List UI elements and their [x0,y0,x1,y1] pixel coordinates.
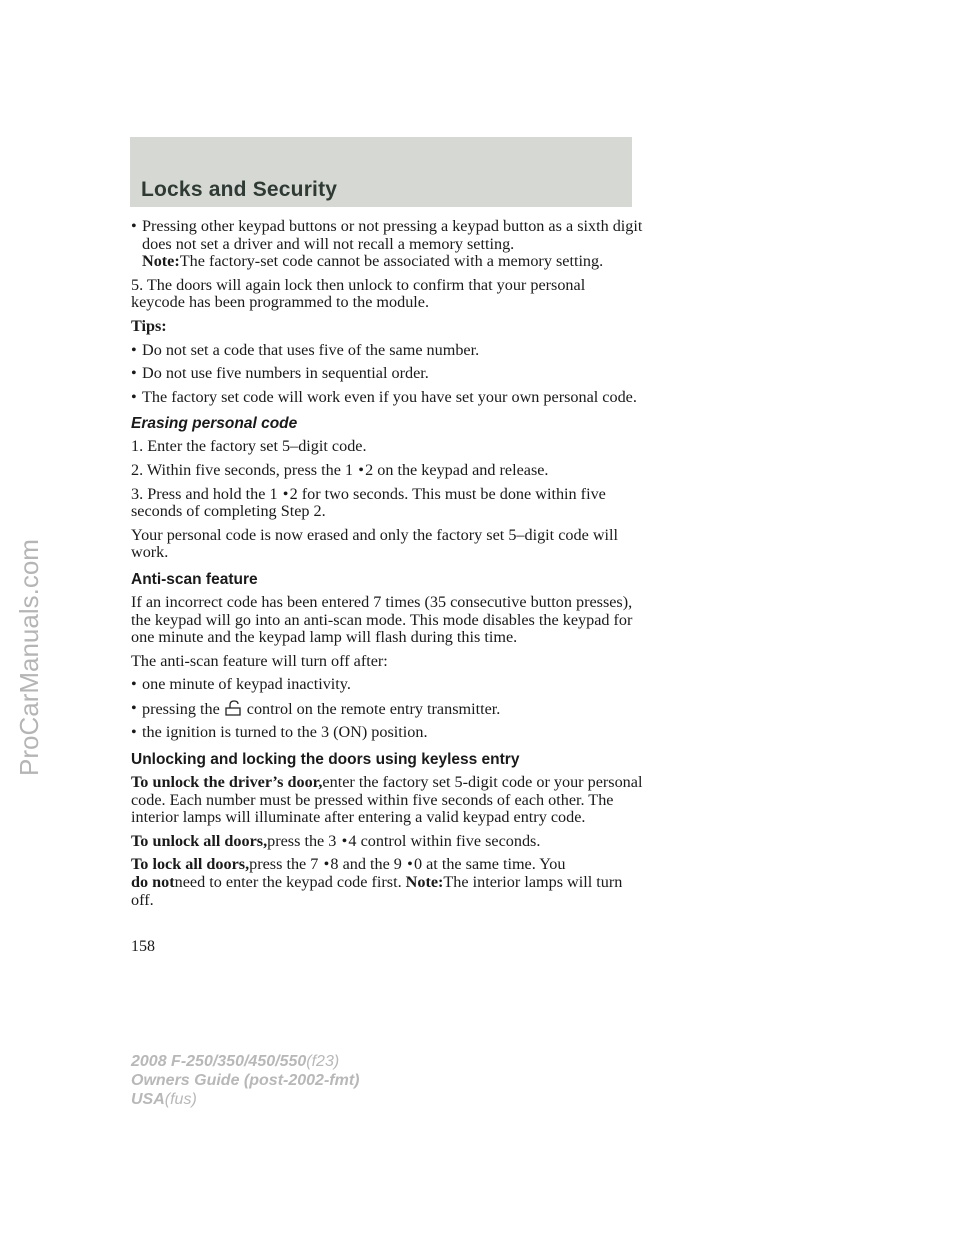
paragraph: 3. Press and hold the 1 •2 for two seconds. This must be done within five seconds of completing Step 2. [131,484,606,521]
tips-label: Tips: [131,316,167,335]
paragraph: To lock all doors,press the 7 •8 and the 9 •0 at the same time. You do notneed to enter the keypad code first. Note:The interior lamps will turn off. [131,855,623,909]
watermark: ProCarManuals.com [14,539,44,776]
paragraph: To unlock the driver’s door,enter the factory set 5-digit code or your personal code. Each number must be pressed within five seconds of each other. The interior lamps will illuminate after entering a valid keypad entry code. [131,773,643,827]
paragraph: 1. Enter the factory set 5–digit code. [131,437,367,456]
body-content [131,218,643,915]
bullet: • [131,217,137,235]
unlock-icon [221,700,245,716]
page-title: Locks and Security [141,178,338,201]
list-item: • Do not use five numbers in sequential order. [131,364,429,383]
paragraph: If an incorrect code has been entered 7 times (35 consecutive button presses), the keypad will go into an anti-scan mode. This mode disables the keypad for one minute and the keypad lamp will flash during this time. [131,592,633,647]
page-number: 158 [131,938,155,955]
list-item: • one minute of keypad inactivity. [131,675,351,694]
list-item: • the ignition is turned to the 3 (ON) position. [131,723,428,742]
list-item: • The factory set code will work even if you have set your own personal code. [131,387,637,406]
section-heading: Unlocking and locking the doors using keyless entry [131,751,520,769]
list-item: • Do not set a code that uses five of the same number. [131,340,480,359]
paragraph: 2. Within five seconds, press the 1 •2 on the keypad and release. [131,460,549,479]
note-label: Note: [142,252,180,271]
footer: 2008 F-250/350/450/550(f23) Owners Guide (post-2002-fmt) USA(fus) [131,1053,360,1108]
paragraph: 5. The doors will again lock then unlock to confirm that your personal keycode has been programmed to the module. [131,275,586,312]
section-heading: Erasing personal code [131,415,298,433]
list-item: • pressing the control on the remote entry transmitter. [131,698,501,718]
list-item: • Pressing other keypad buttons or not pressing a keypad button as a sixth digit does not set a driver and will not recall a memory setting. Note:The factory-set code cannot be associated with a memory setting. [131,217,643,271]
paragraph: To unlock all doors,press the 3 •4 control within five seconds. [131,831,541,850]
section-heading: Anti-scan feature [131,570,258,588]
paragraph: The anti-scan feature will turn off after: [131,651,388,670]
paragraph: Your personal code is now erased and only the factory set 5–digit code will work. [131,525,619,562]
